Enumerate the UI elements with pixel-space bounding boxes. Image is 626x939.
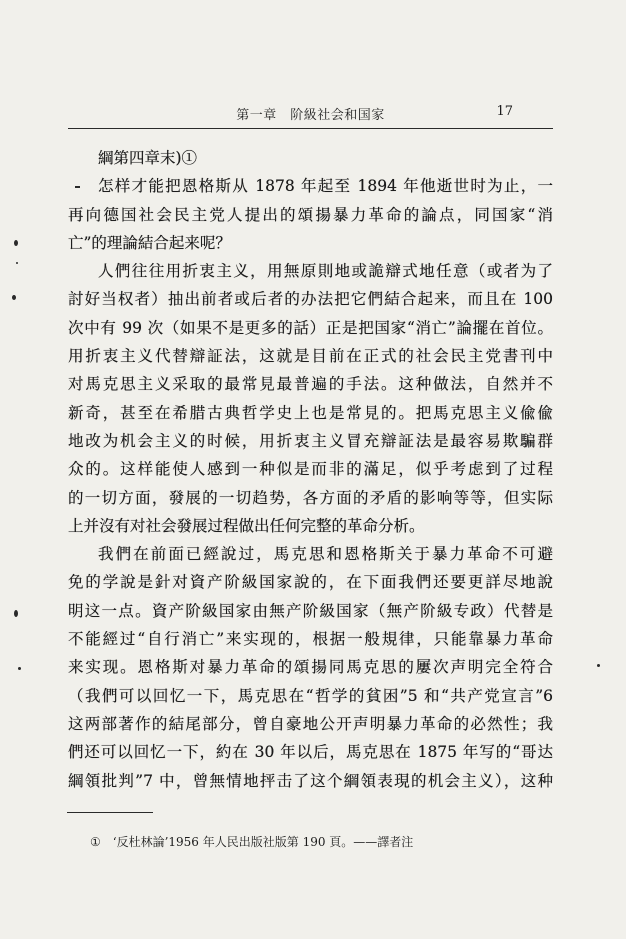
text-line: 明这一点。資产阶級国家由無产阶級国家（無产阶級专政）代替是 (68, 601, 553, 620)
page-number: 17 (496, 104, 513, 119)
scan-speck (75, 186, 80, 188)
footnote (90, 833, 413, 850)
text-line: 地改为机会主义的时候，用折衷主义冒充辯証法是最容易欺騙群 (68, 431, 553, 450)
footnote-rule (67, 812, 153, 813)
text-line: 人們往往用折衷主义，用無原則地或詭辯式地任意（或者为了 (98, 262, 553, 281)
text-line: 上并沒有对社会發展过程做出任何完整的革命分析。 (68, 516, 425, 535)
text-line: 們还可以回忆一下，約在 30 年以后，馬克思在 1875 年写的“哥达 (68, 743, 553, 762)
scan-speck (597, 664, 600, 667)
text-line: （我們可以回忆一下，馬克思在“哲学的貧困”5 和“共产党宣言”6 (68, 686, 553, 705)
text-line: 的一切方面，發展的一切趋势，各方面的矛盾的影响等等，但实际 (68, 488, 553, 507)
footnote-marker: ① (90, 835, 101, 849)
text-line: 亡”的理論結合起来呢？ (68, 233, 231, 252)
text-line: 我們在前面已經說过，馬克思和恩格斯关于暴力革命不可避 (98, 545, 553, 564)
text-line: 綱第四章末)① (98, 149, 198, 167)
text-line: 众的。这样能使人感到一种似是而非的滿足，似乎考虑到了过程 (68, 460, 553, 479)
text-line: 怎样才能把恩格斯从 1878 年起至 1894 年他逝世时为止，一 (98, 177, 553, 196)
text-line: 对馬克思主义采取的最常見最普遍的手法。这种做法，自然并不 (68, 375, 553, 394)
text-line: 討好当权者）抽出前者或后者的办法把它們結合起来，而且在 100 (68, 290, 553, 309)
text-line: 来实现。恩格斯对暴力革命的頌揚同馬克思的屢次声明完全符合 (68, 658, 553, 677)
body-text (68, 144, 553, 795)
scan-speck (16, 262, 18, 264)
text-line: 用折衷主义代替辯証法，这就是目前在正式的社会民主党書刊中 (68, 347, 553, 366)
chapter-title: 第一章 阶級社会和国家 (236, 108, 385, 123)
text-line: 不能經过“自行消亡”来实现的，根据一般規律，只能靠暴力革命 (68, 630, 553, 649)
scan-speck (12, 295, 16, 300)
text-line: 新奇，甚至在希腊古典哲学史上也是常見的。把馬克思主义偸偸 (68, 403, 553, 422)
scan-speck (18, 667, 21, 670)
footnote-text: ‘反杜林論’1956 年人民出版社版第 190 頁。——譯者注 (112, 835, 414, 849)
scan-speck (14, 240, 18, 246)
text-line: 綱領批判”7 中，曾無情地抨击了这个綱領表現的机会主义），这种 (68, 771, 553, 790)
scan-speck (14, 610, 18, 617)
header-rule (68, 128, 553, 129)
text-line: 再向德国社会民主党人提出的頌揚暴力革命的論点，同国家“消 (68, 205, 553, 224)
text-line: 免的学說是針对資产阶級国家說的，在下面我們还要更詳尽地說 (68, 573, 553, 592)
text-line: 这两部著作的結尾部分，曾自豪地公开声明暴力革命的必然性；我 (68, 714, 553, 733)
running-header (68, 100, 553, 126)
text-line: 次中有 99 次（如果不是更多的話）正是把国家“消亡”論擺在首位。 (68, 318, 553, 337)
